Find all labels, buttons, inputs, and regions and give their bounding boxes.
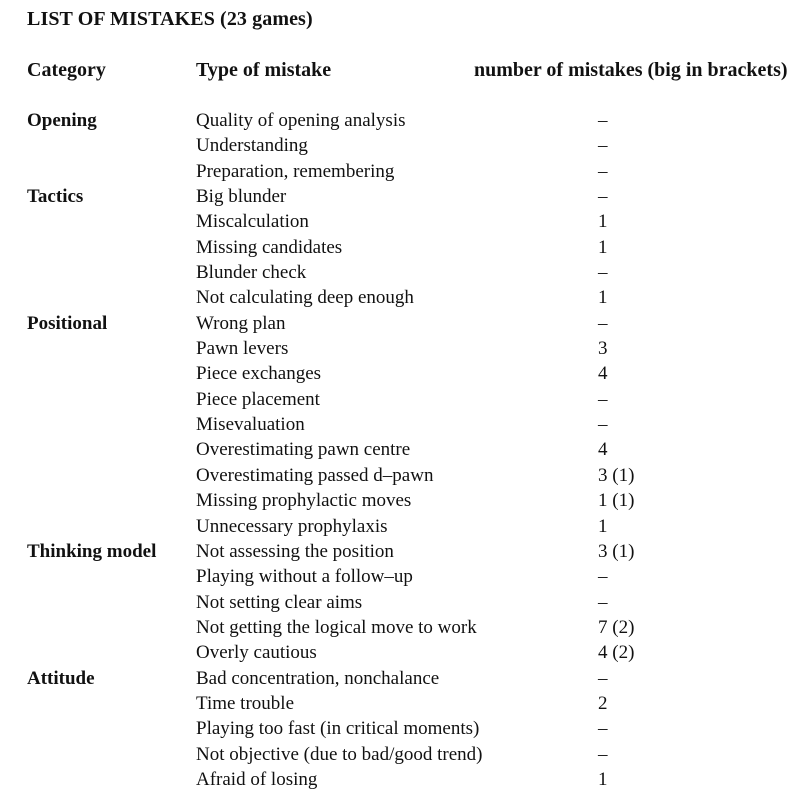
mistakes-table [0,108,798,792]
row-mistake-count: 2 [598,692,608,714]
table-row [0,514,798,539]
row-mistake-type: Big blunder [196,186,287,208]
table-row [0,209,798,234]
row-mistake-count: – [598,110,608,131]
row-mistake-type: Miscalculation [196,211,309,233]
row-mistake-count: – [598,591,608,613]
row-mistake-count: – [598,186,608,208]
row-mistake-count: 1 (1) [598,490,635,512]
row-mistake-count: 1 [598,515,608,537]
row-mistake-type: Missing prophylactic moves [196,490,412,512]
row-mistake-type: Understanding [196,135,308,157]
row-mistake-count: 7 (2) [598,616,635,638]
row-mistake-count: 4 [598,363,608,385]
row-mistake-type: Playing too fast (in critical moments) [196,718,480,740]
table-row [0,311,798,336]
row-mistake-count: – [598,312,608,334]
row-mistake-count: 1 [598,287,608,309]
row-mistake-type: Blunder check [196,262,307,284]
table-row [0,184,798,209]
row-mistake-type: Piece exchanges [196,363,322,385]
table-row [0,285,798,310]
row-mistake-count: – [598,160,608,182]
table-row [0,133,798,158]
column-header-type: Type of mistake [196,59,332,81]
row-mistake-type: Not getting the logical move to work [196,616,477,638]
row-mistake-count: 1 [598,768,608,790]
row-mistake-type: Not setting clear aims [196,591,363,613]
row-mistake-type: Pawn levers [196,338,289,360]
row-mistake-type: Playing without a follow–up [196,566,413,588]
row-mistake-type: Unnecessary prophylaxis [196,515,388,537]
row-mistake-type: Time trouble [196,692,294,714]
row-mistake-count: – [598,414,608,436]
row-mistake-count: 4 [598,439,608,461]
row-mistake-count: 1 [598,211,608,233]
row-mistake-type: Afraid of losing [196,768,318,790]
table-row [0,691,798,716]
row-mistake-count: 3 (1) [598,464,635,486]
row-mistake-type: Missing candidates [196,236,343,258]
row-mistake-type: Overestimating pawn centre [196,439,411,461]
table-row [0,235,798,260]
row-category: Positional [27,312,108,334]
row-category: Opening [27,110,97,131]
table-row [0,412,798,437]
table-row [0,488,798,513]
table-row [0,666,798,691]
table-row [0,564,798,589]
row-mistake-count: – [598,718,608,740]
row-mistake-count: 3 [598,338,608,360]
row-category: Thinking model [27,540,157,562]
table-row [0,260,798,285]
row-mistake-type: Overly cautious [196,642,317,664]
row-category: Tactics [27,186,84,208]
table-row [0,361,798,386]
row-mistake-type: Quality of opening analysis [196,110,406,131]
table-row [0,437,798,462]
row-mistake-count: – [598,262,608,284]
row-mistake-type: Not objective (due to bad/good trend) [196,743,483,765]
table-row [0,640,798,665]
row-mistake-count: – [598,135,608,157]
table-row [0,463,798,488]
row-mistake-count: – [598,743,608,765]
row-mistake-count: 1 [598,236,608,258]
table-row [0,539,798,564]
row-category: Attitude [27,667,95,689]
table-row [0,716,798,741]
row-mistake-type: Piece placement [196,388,320,410]
table-row [0,159,798,184]
row-mistake-count: 3 (1) [598,540,635,562]
column-header-number: number of mistakes (big in brackets) [474,59,788,81]
row-mistake-count: – [598,667,608,689]
table-row [0,108,798,133]
row-mistake-type: Not assessing the position [196,540,394,562]
row-mistake-count: – [598,566,608,588]
row-mistake-type: Overestimating passed d–pawn [196,464,434,486]
table-row [0,336,798,361]
page-title: LIST OF MISTAKES (23 games) [27,8,313,30]
row-mistake-count: – [598,388,608,410]
row-mistake-count: 4 (2) [598,642,635,664]
table-row [0,742,798,767]
column-header-category: Category [27,59,106,81]
table-row [0,590,798,615]
row-mistake-type: Misevaluation [196,414,305,436]
table-row [0,387,798,412]
row-mistake-type: Preparation, remembering [196,160,395,182]
table-row [0,615,798,640]
row-mistake-type: Bad concentration, nonchalance [196,667,440,689]
row-mistake-type: Not calculating deep enough [196,287,414,309]
table-row [0,767,798,792]
row-mistake-type: Wrong plan [196,312,286,334]
